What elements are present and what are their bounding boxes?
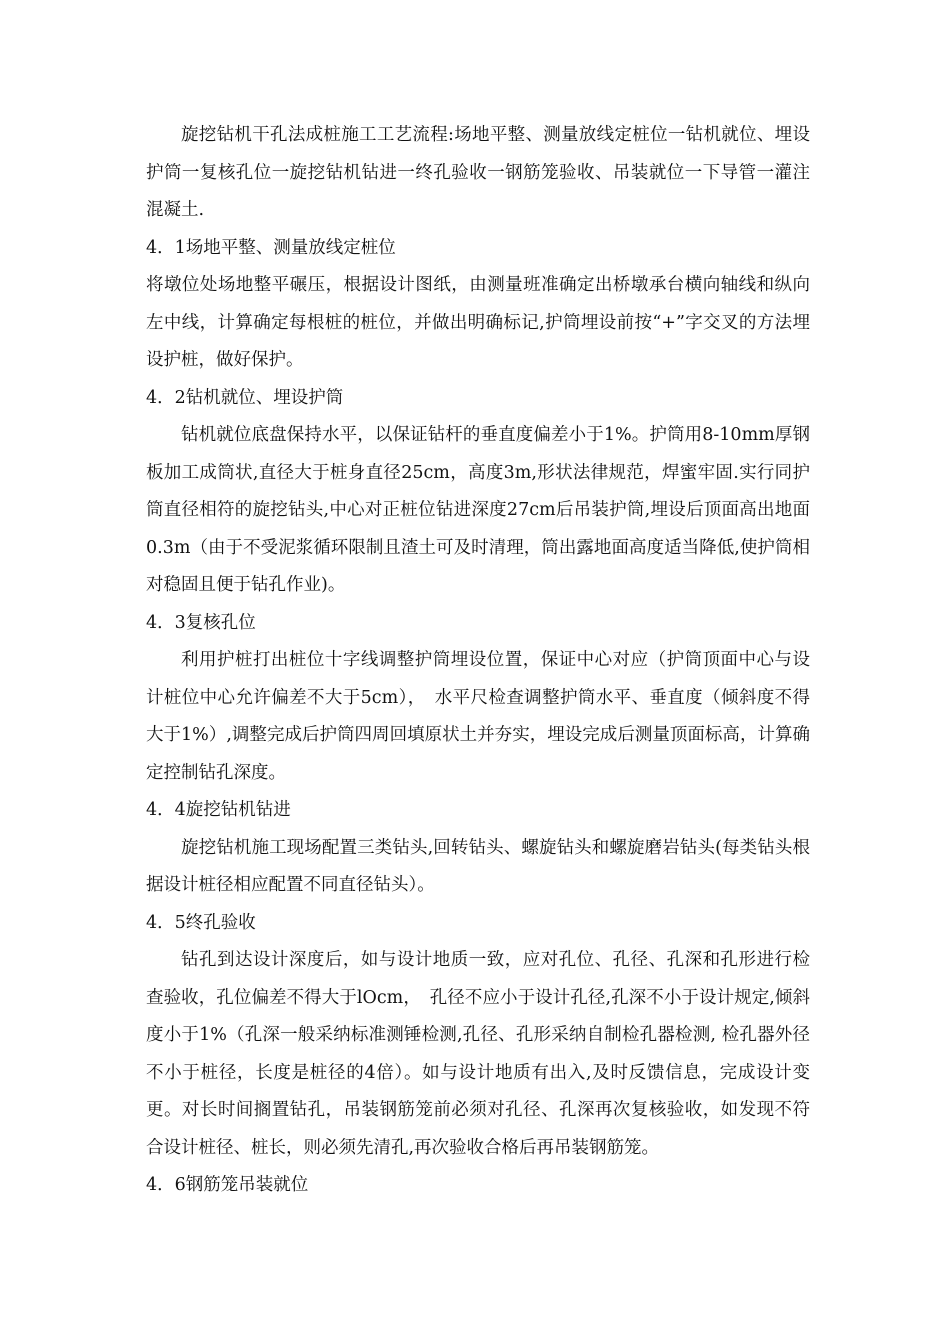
section-heading-4-4: 4．4旋挖钻机钻进 bbox=[146, 800, 291, 820]
intro-paragraph: 旋挖钻机干孔法成桩施工工艺流程:场地平整、测量放线定桩位一钻机就位、埋设护筒一复核孔位一旋挖钻机钻进一终孔验收一钢筋笼验收、吊装就位一下导管一灌注混凝土. bbox=[146, 125, 810, 220]
section-heading-4-3: 4．3复核孔位 bbox=[146, 612, 256, 633]
section-heading-4-1: 4．1场地平整、测量放线定桩位 bbox=[146, 237, 396, 258]
section-heading-4-5: 4．5终孔验收 bbox=[146, 912, 256, 933]
section-body-4-3: 利用护桩打出桩位十字线调整护筒埋设位置，保证中心对应（护筒顶面中心与设计桩位中心允许偏差不大于5cm）， 水平尺检查调整护筒水平、垂直度（倾斜度不得大于1%）,调整完成后护筒四周回填原状土并夯实，埋设完成后测量顶面标高，计算确定控制钻孔深度。 bbox=[146, 650, 810, 783]
section-body-4-4: 旋挖钻机施工现场配置三类钻头,回转钻头、螺旋钻头和螺旋磨岩钻头(每类钻头根据设计桩径相应配置不同直径钻头）。 bbox=[146, 837, 810, 895]
section-heading-4-2: 4．2钻机就位、埋设护筒 bbox=[146, 387, 344, 408]
section-body-4-2: 钻机就位底盘保持水平，以保证钻杆的垂直度偏差小于1%。护筒用8-10mm厚钢板加工成筒状,直径大于桩身直径25cm，高度3m,形状法律规范，焊蜜牢固.实行同护筒直径相符的旋挖钻头,中心对正桩位钻进深度27cm后吊装护筒,埋设后顶面高出地面0.3m（由于不受泥浆循环限制且渣土可及时清理，筒出露地面高度适当降低,使护筒相对稳固且便于钻孔作业)。 bbox=[146, 425, 810, 595]
section-heading-4-6: 4．6钢筋笼吊装就位 bbox=[146, 1175, 309, 1195]
section-body-4-5: 钻孔到达设计深度后，如与设计地质一致，应对孔位、孔径、孔深和孔形进行检查验收，孔位偏差不得大于lOcm， 孔径不应小于设计孔径,孔深不小于设计规定,倾斜度小于1%（孔深一般采纳标准测锤检测,孔径、孔形采纳自制检孔器检测, 检孔器外径不小于桩径，长度是桩径的4倍）。如与设计地质有出入,及时反馈信息，完成设计变更。对长时间搁置钻孔，吊装钢筋笼前必须对孔径、孔深再次复核验收，如发现不符合设计桩径、桩长，则必须先清孔,再次验收合格后再吊装钢筋笼。 bbox=[146, 950, 810, 1158]
document-page bbox=[146, 117, 810, 1205]
section-body-4-1: 将墩位处场地整平碾压，根据设计图纸，由测量班准确定出桥墩承台横向轴线和纵向左中线，计算确定每根桩的桩位，并做出明确标记,护筒埋设前按“+”字交叉的方法埋设护桩，做好保护。 bbox=[146, 275, 810, 370]
